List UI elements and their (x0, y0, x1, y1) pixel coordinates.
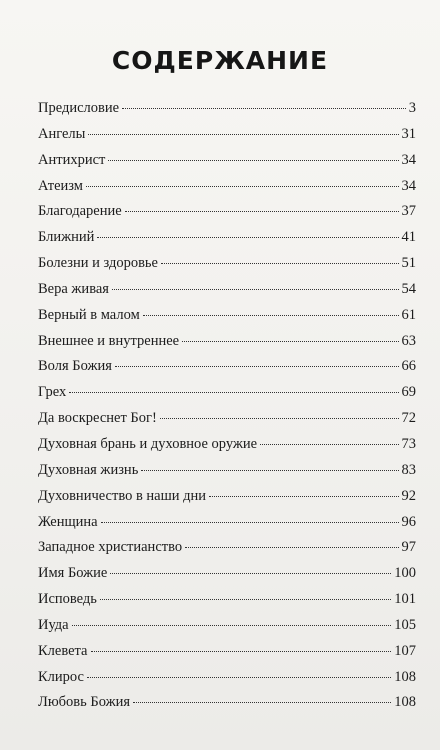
toc-entry-title: Внешнее и внутреннее (38, 332, 180, 349)
toc-entry-page-number: 97 (401, 539, 416, 556)
toc-entry-title: Иуда (38, 616, 69, 633)
toc-entry-page-number: 69 (401, 384, 416, 401)
toc-entry (38, 251, 416, 277)
dot-leader (115, 366, 399, 367)
toc-entry-title: Духовная жизнь (38, 461, 139, 478)
toc-entry-page-number: 31 (401, 125, 416, 142)
toc-entry-page-number: 34 (401, 177, 416, 194)
toc-entry-title: Клирос (38, 668, 84, 685)
toc-entry-title: Духовная брань и духовное оружие (38, 435, 258, 452)
dot-leader (87, 677, 391, 678)
toc-entry-page-number: 51 (401, 255, 416, 272)
dot-leader (260, 444, 398, 445)
toc-entry-page-number: 101 (394, 591, 416, 608)
dot-leader (88, 134, 398, 135)
dot-leader (91, 651, 392, 652)
dot-leader (112, 289, 399, 290)
toc-entry (38, 561, 416, 587)
toc-entry-page-number: 96 (401, 513, 416, 530)
toc-entry-page-number: 105 (394, 616, 416, 633)
toc-entry-title: Болезни и здоровье (38, 255, 158, 272)
toc-entry-title: Воля Божия (38, 358, 112, 375)
toc-entry-page-number: 92 (401, 487, 416, 504)
toc-entry (38, 174, 416, 200)
toc-entry (38, 406, 416, 432)
toc-entry (38, 96, 416, 122)
toc-entry-page-number: 72 (401, 410, 416, 427)
toc-entry (38, 148, 416, 174)
toc-entry-title: Грех (38, 384, 67, 401)
dot-leader (101, 522, 399, 523)
toc-entry (38, 303, 416, 329)
toc-entry-page-number: 63 (401, 332, 416, 349)
dot-leader (86, 186, 399, 187)
dot-leader (182, 341, 398, 342)
dot-leader (141, 470, 398, 471)
toc-entry-title: Исповедь (38, 591, 97, 608)
toc-entry-page-number: 37 (401, 203, 416, 220)
toc-entry-page-number: 107 (394, 642, 416, 659)
toc-entry-page-number: 73 (401, 435, 416, 452)
dot-leader (209, 496, 398, 497)
toc-entry (38, 639, 416, 665)
toc-entry-title: Благодарение (38, 203, 122, 220)
toc-entry-title: Клевета (38, 642, 88, 659)
toc-entry (38, 277, 416, 303)
toc-entry-title: Предисловие (38, 100, 120, 116)
toc-entry (38, 199, 416, 225)
dot-leader (97, 237, 398, 238)
dot-leader (122, 108, 406, 109)
toc-entry (38, 354, 416, 380)
toc-entry-page-number: 100 (394, 565, 416, 582)
toc-entry-page-number: 108 (394, 668, 416, 685)
toc-entry-title: Атеизм (38, 177, 83, 194)
dot-leader (133, 702, 391, 703)
dot-leader (125, 211, 399, 212)
toc-entry-title: Духовничество в наши дни (38, 487, 207, 504)
toc-entry-title: Ангелы (38, 125, 86, 142)
toc-entry-title: Женщина (38, 513, 98, 530)
toc-entry-title: Ближний (38, 229, 95, 246)
toc-entry-title: Вера живая (38, 280, 109, 297)
toc-entry-page-number: 34 (401, 151, 416, 168)
dot-leader (100, 599, 391, 600)
toc-entry (38, 432, 416, 458)
toc-entry (38, 535, 416, 561)
toc-entry (38, 587, 416, 613)
toc-entry (38, 122, 416, 148)
toc-entry-page-number: 83 (401, 461, 416, 478)
table-of-contents (38, 96, 416, 716)
toc-entry (38, 613, 416, 639)
toc-entry-page-number: 66 (401, 358, 416, 375)
toc-entry-page-number: 54 (401, 280, 416, 297)
dot-leader (161, 263, 399, 264)
toc-entry (38, 484, 416, 510)
dot-leader (160, 418, 399, 419)
toc-entry-page-number: 61 (401, 306, 416, 323)
toc-entry-page-number: 108 (394, 694, 416, 711)
toc-entry-page-number: 3 (408, 100, 416, 116)
toc-entry (38, 665, 416, 691)
toc-entry-title: Имя Божие (38, 565, 108, 582)
toc-entry (38, 690, 416, 716)
dot-leader (69, 392, 398, 393)
toc-entry-title: Антихрист (38, 151, 106, 168)
dot-leader (185, 547, 398, 548)
toc-entry (38, 510, 416, 536)
toc-entry-title: Да воскреснет Бог! (38, 410, 157, 427)
toc-entry-title: Западное христианство (38, 539, 183, 556)
dot-leader (110, 573, 391, 574)
toc-entry-page-number: 41 (401, 229, 416, 246)
page-title: СОДЕРЖАНИЕ (111, 46, 329, 75)
toc-entry (38, 225, 416, 251)
dot-leader (143, 315, 399, 316)
toc-entry-title: Верный в малом (38, 306, 140, 323)
toc-entry (38, 380, 416, 406)
dot-leader (72, 625, 392, 626)
dot-leader (108, 160, 398, 161)
toc-entry (38, 329, 416, 355)
toc-entry-title: Любовь Божия (38, 694, 131, 711)
toc-entry (38, 458, 416, 484)
